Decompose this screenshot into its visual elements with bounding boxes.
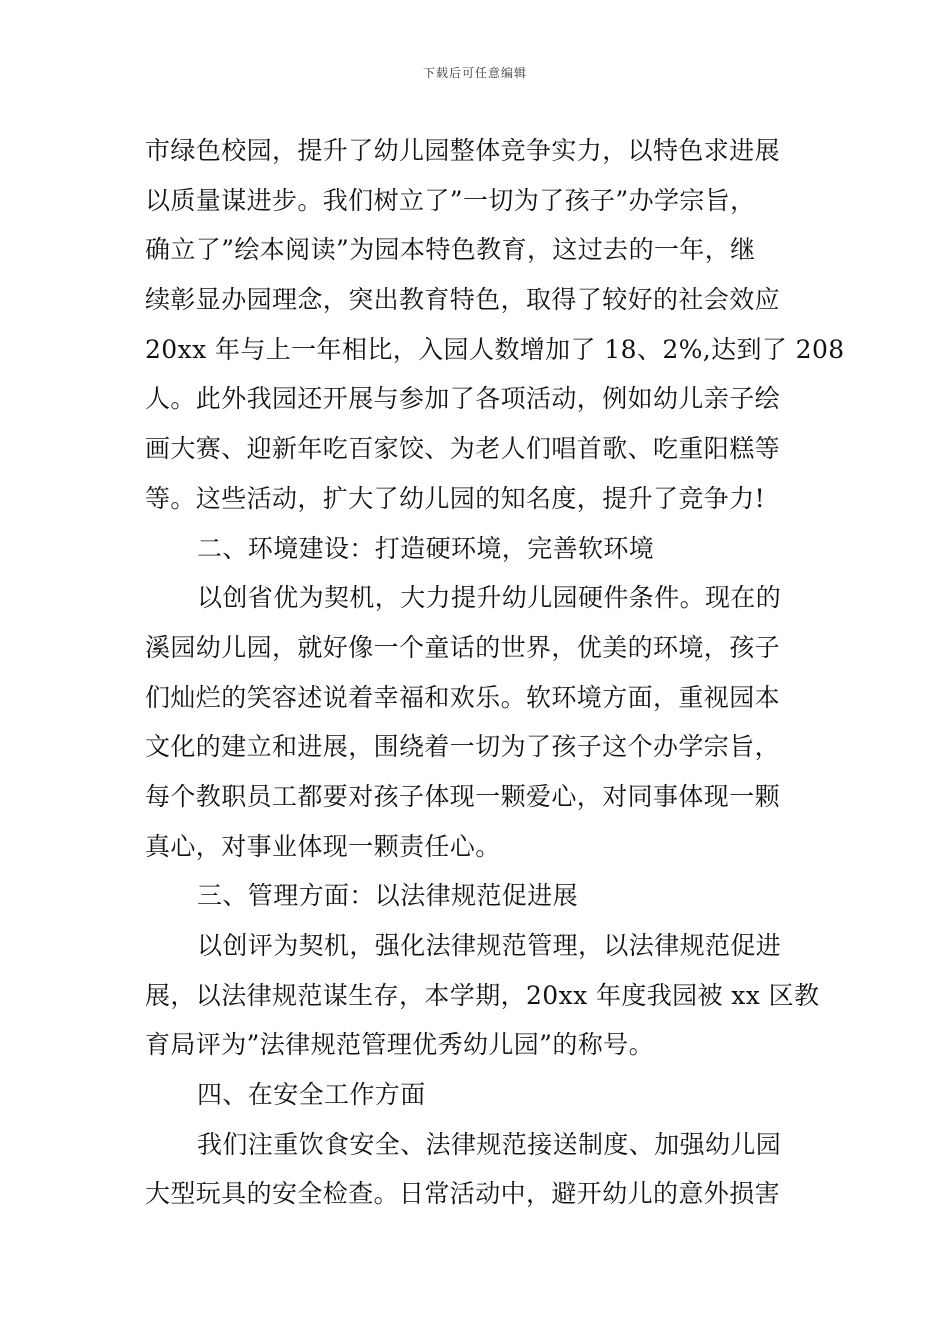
text-line: 以质量谋进步。我们树立了”一切为了孩子”办学宗旨， — [145, 185, 756, 215]
text-line: 确立了”绘本阅读”为园本特色教育，这过去的一年，继 — [145, 235, 756, 265]
text-line: 展，以法律规范谋生存，本学期，20xx 年度我园被 xx 区教 — [145, 980, 820, 1010]
text-line: 以创评为契机，强化法律规范管理，以法律规范促进 — [197, 931, 782, 960]
text-line: 人。此外我园还开展与参加了各项活动，例如幼儿亲子绘 — [145, 384, 781, 414]
text-line: 20xx 年与上一年相比，入园人数增加了 18、2%,达到了 208 — [145, 334, 845, 364]
text-line: 每个教职员工都要对孩子体现一颗爱心，对同事体现一颗 — [145, 781, 781, 811]
text-line: 们灿烂的笑容述说着幸福和欢乐。软环境方面，重视园本 — [145, 682, 781, 712]
text-line: 画大赛、迎新年吃百家饺、为老人们唱首歌、吃重阳糕等 — [145, 434, 781, 464]
text-line: 真心，对事业体现一颗责任心。 — [145, 831, 501, 861]
text-line: 市绿色校园，提升了幼儿园整体竞争实力，以特色求进展 — [145, 136, 781, 165]
text-line: 大型玩具的安全检查。日常活动中，避开幼儿的意外损害 — [145, 1179, 781, 1209]
text-line: 续彰显办园理念，突出教育特色，取得了较好的社会效应 — [145, 285, 781, 315]
section-heading: 三、管理方面：以法律规范促进展 — [197, 881, 579, 911]
text-line: 育局评为”法律规范管理优秀幼儿园”的称号。 — [145, 1030, 654, 1060]
text-line: 我们注重饮食安全、法律规范接送制度、加强幼儿园 — [197, 1129, 782, 1159]
text-line: 溪园幼儿园，就好像一个童话的世界，优美的环境，孩子 — [145, 632, 781, 662]
text-line: 等。这些活动，扩大了幼儿园的知名度，提升了竞争力! — [145, 483, 766, 513]
text-line: 文化的建立和进展，围绕着一切为了孩子这个办学宗旨， — [145, 732, 781, 762]
page-header: 下载后可任意编辑 — [422, 66, 527, 80]
document-body — [145, 126, 845, 1219]
section-heading: 四、在安全工作方面 — [197, 1080, 426, 1110]
section-heading: 二、环境建设：打造硬环境，完善软环境 — [197, 533, 655, 563]
text-line: 以创省优为契机，大力提升幼儿园硬件条件。现在的 — [197, 583, 782, 613]
